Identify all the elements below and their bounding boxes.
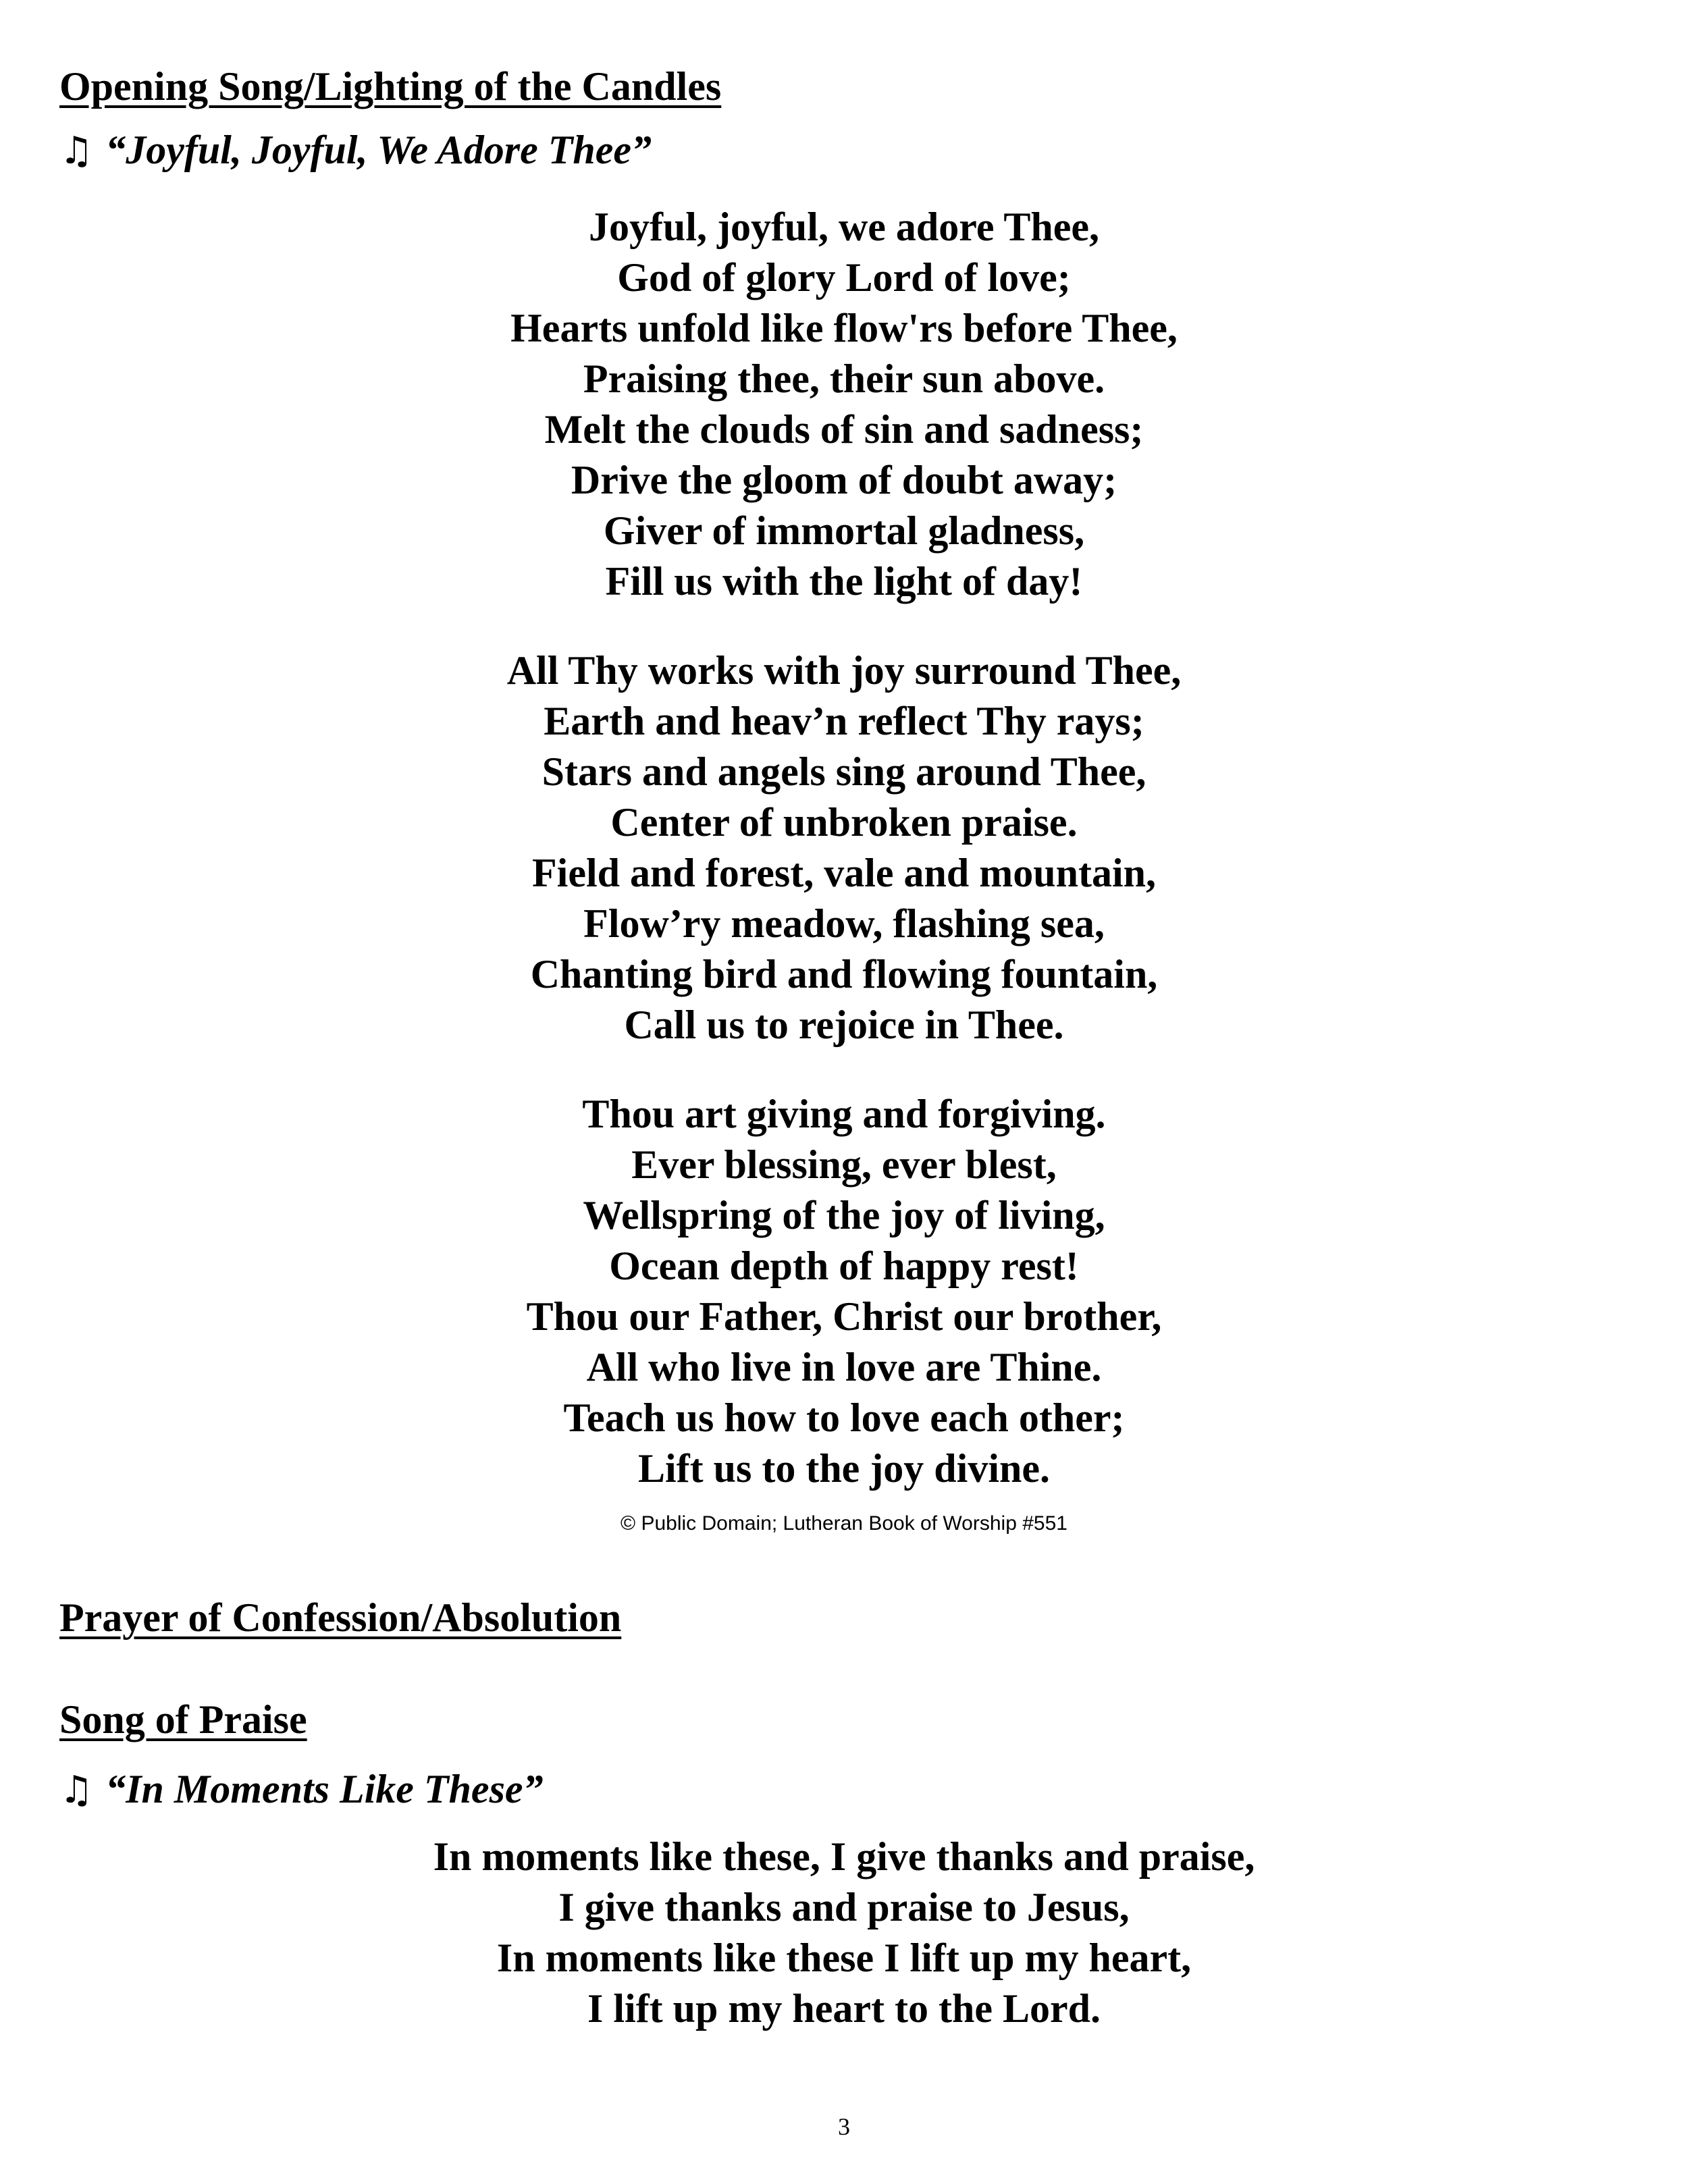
lyric-line: In moments like these, I give thanks and praise, — [433, 1834, 1255, 1879]
lyric-line: Drive the gloom of doubt away; — [571, 458, 1117, 502]
lyric-line: Call us to rejoice in Thee. — [624, 1003, 1064, 1047]
lyric-line: Giver of immortal gladness, — [603, 508, 1085, 553]
music-note-icon: ♫ — [59, 129, 94, 173]
opening-verse-1 — [0, 202, 1688, 607]
opening-song-heading: Opening Song/Lighting of the Candles — [59, 64, 722, 109]
lyric-line: All who live in love are Thine. — [586, 1345, 1102, 1389]
lyric-line: Thou art giving and forgiving. — [582, 1092, 1106, 1136]
lyric-line: Thou our Father, Christ our brother, — [526, 1294, 1162, 1339]
lyric-line: Ever blessing, ever blest, — [631, 1142, 1057, 1187]
praise-verse-1 — [0, 1832, 1688, 2034]
confession-heading: Prayer of Confession/Absolution — [59, 1595, 622, 1640]
lyric-line: Ocean depth of happy rest! — [609, 1244, 1079, 1288]
lyric-line: Melt the clouds of sin and sadness; — [544, 407, 1144, 452]
lyric-line: Earth and heav’n reflect Thy rays; — [544, 699, 1144, 743]
lyric-line: Lift us to the joy divine. — [637, 1446, 1051, 1491]
lyric-line: Hearts unfold like flow'rs before Thee, — [510, 306, 1178, 350]
opening-verse-3 — [0, 1089, 1688, 1494]
lyric-line: Center of unbroken praise. — [610, 800, 1078, 845]
opening-song-title — [59, 128, 652, 173]
copyright-notice: © Public Domain; Lutheran Book of Worship #551 — [621, 1512, 1067, 1535]
praise-song-title-text: “In Moments Like These” — [105, 1767, 544, 1811]
music-note-icon: ♫ — [59, 1768, 94, 1812]
lyric-line: Praising thee, their sun above. — [583, 356, 1105, 401]
lyric-line: All Thy works with joy surround Thee, — [506, 648, 1182, 693]
song-of-praise-heading: Song of Praise — [59, 1697, 307, 1742]
lyric-line: Wellspring of the joy of living, — [583, 1193, 1105, 1237]
page-number: 3 — [838, 2113, 850, 2140]
lyric-line: Stars and angels sing around Thee, — [542, 749, 1146, 794]
lyric-line: Chanting bird and flowing fountain, — [530, 952, 1158, 996]
lyric-line: I lift up my heart to the Lord. — [587, 1986, 1101, 2031]
lyric-line: In moments like these I lift up my heart, — [496, 1936, 1192, 1980]
lyric-line: God of glory Lord of love; — [617, 255, 1071, 300]
lyric-line: Teach us how to love each other; — [563, 1395, 1125, 1440]
opening-verse-2 — [0, 645, 1688, 1050]
praise-song-title — [59, 1767, 544, 1812]
lyric-line: Field and forest, vale and mountain, — [532, 851, 1156, 895]
lyric-line: I give thanks and praise to Jesus, — [558, 1885, 1130, 1929]
lyric-line: Flow’ry meadow, flashing sea, — [583, 901, 1105, 946]
lyric-line: Joyful, joyful, we adore Thee, — [588, 205, 1100, 249]
lyric-line: Fill us with the light of day! — [605, 559, 1083, 604]
opening-song-title-text: “Joyful, Joyful, We Adore Thee” — [105, 128, 652, 172]
